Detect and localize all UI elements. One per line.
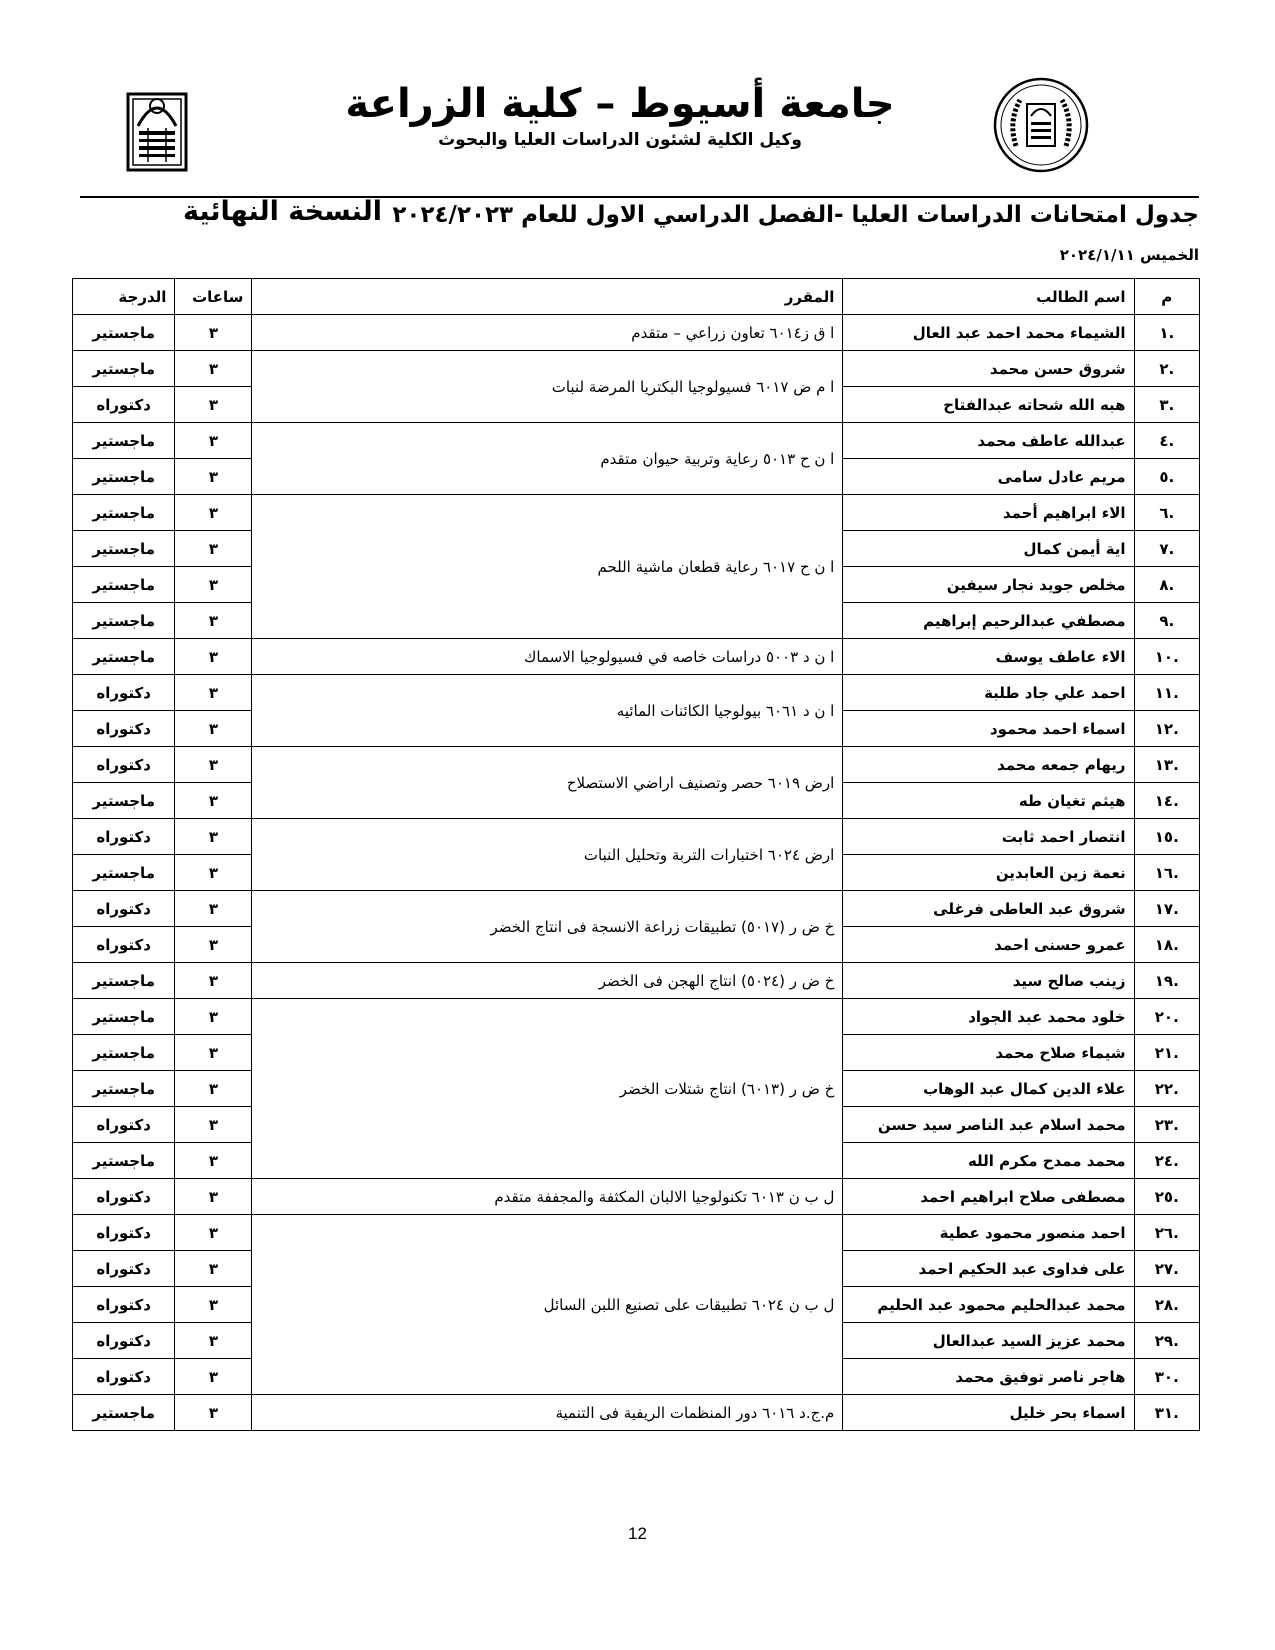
credit-hours: ٣ [175,855,252,891]
degree-level: ماجستير [73,639,175,675]
degree-level: دكتوراه [73,1323,175,1359]
student-name: زينب صالح سيد [843,963,1134,999]
student-name: خلود محمد عبد الجواد [843,999,1134,1035]
row-index: .٤ [1134,423,1199,459]
credit-hours: ٣ [175,531,252,567]
final-copy-label: النسخة النهائية [183,196,383,227]
degree-level: ماجستير [73,1143,175,1179]
student-name: الاء عاطف يوسف [843,639,1134,675]
row-index: .٢٢ [1134,1071,1199,1107]
table-row [73,819,1200,855]
student-name: انتصار احمد ثابت [843,819,1134,855]
student-name: عمرو حسنى احمد [843,927,1134,963]
row-index: .٣ [1134,387,1199,423]
degree-level: دكتوراه [73,1359,175,1395]
row-index: .٢١ [1134,1035,1199,1071]
schedule-title: جدول امتحانات الدراسات العليا -الفصل الدراسي الاول للعام ٢٠٢٤/٢٠٢٣ [392,202,1199,228]
credit-hours: ٣ [175,459,252,495]
table-row [73,495,1200,531]
course-name: ل ب ن ٦٠٢٤ تطبيقات على تصنيع اللبن السائل [252,1215,843,1395]
student-name: شيماء صلاح محمد [843,1035,1134,1071]
credit-hours: ٣ [175,999,252,1035]
credit-hours: ٣ [175,1143,252,1179]
header-hours: ساعات [175,279,252,315]
credit-hours: ٣ [175,567,252,603]
row-index: .٢٥ [1134,1179,1199,1215]
degree-level: دكتوراه [73,675,175,711]
student-name: شروق عبد العاطى فرغلى [843,891,1134,927]
row-index: .١١ [1134,675,1199,711]
student-name: شروق حسن محمد [843,351,1134,387]
student-name: علاء الدين كمال عبد الوهاب [843,1071,1134,1107]
course-name: ا ن د ٦٠٦١ بيولوجيا الكائنات المائيه [252,675,843,747]
credit-hours: ٣ [175,639,252,675]
course-name: خ ض ر (٥٠١٧) تطبيقات زراعة الانسجة فى انتاج الخضر [252,891,843,963]
credit-hours: ٣ [175,1071,252,1107]
row-index: .١٣ [1134,747,1199,783]
degree-level: ماجستير [73,999,175,1035]
table-row [73,315,1200,351]
student-name: مخلص جويد نجار سيفين [843,567,1134,603]
student-name: محمد اسلام عبد الناصر سيد حسن [843,1107,1134,1143]
credit-hours: ٣ [175,603,252,639]
credit-hours: ٣ [175,1179,252,1215]
course-name: خ ض ر (٦٠١٣) انتاج شتلات الخضر [252,999,843,1179]
row-index: .٨ [1134,567,1199,603]
credit-hours: ٣ [175,1287,252,1323]
table-row [73,999,1200,1035]
student-name: محمد عبدالحليم محمود عبد الحليم [843,1287,1134,1323]
row-index: .٩ [1134,603,1199,639]
credit-hours: ٣ [175,495,252,531]
student-name: محمد ممدح مكرم الله [843,1143,1134,1179]
university-title: جامعة أسيوط – كلية الزراعة [345,81,895,127]
student-name: مريم عادل سامى [843,459,1134,495]
degree-level: ماجستير [73,495,175,531]
table-row [73,963,1200,999]
degree-level: ماجستير [73,567,175,603]
row-index: .٦ [1134,495,1199,531]
student-name: محمد عزيز السيد عبدالعال [843,1323,1134,1359]
row-index: .١٢ [1134,711,1199,747]
vice-dean-subtitle: وكيل الكلية لشئون الدراسات العليا والبحوث [438,130,802,150]
credit-hours: ٣ [175,1395,252,1431]
course-name: ا ن د ٥٠٠٣ دراسات خاصه في فسيولوجيا الاسماك [252,639,843,675]
course-name: خ ض ر (٥٠٢٤) انتاج الهجن فى الخضر [252,963,843,999]
page-number: 12 [628,1524,647,1543]
credit-hours: ٣ [175,1251,252,1287]
row-index: .٢٠ [1134,999,1199,1035]
row-index: .١٤ [1134,783,1199,819]
credit-hours: ٣ [175,1215,252,1251]
table-row [73,747,1200,783]
student-name: هاجر ناصر توفيق محمد [843,1359,1134,1395]
credit-hours: ٣ [175,783,252,819]
student-name: ريهام جمعه محمد [843,747,1134,783]
degree-level: دكتوراه [73,1107,175,1143]
table-row [73,1395,1200,1431]
row-index: .٢٩ [1134,1323,1199,1359]
exam-schedule-table [72,278,1200,1431]
credit-hours: ٣ [175,819,252,855]
table-row [73,351,1200,387]
row-index: .١٩ [1134,963,1199,999]
row-index: .١٨ [1134,927,1199,963]
credit-hours: ٣ [175,351,252,387]
student-name: هيثم تغيان طه [843,783,1134,819]
exam-day-date: الخميس ٢٠٢٤/١/١١ [1059,246,1199,264]
degree-level: ماجستير [73,603,175,639]
degree-level: دكتوراه [73,891,175,927]
student-name: اية أيمن كمال [843,531,1134,567]
student-name: احمد منصور محمود عطية [843,1215,1134,1251]
table-row [73,423,1200,459]
degree-level: دكتوراه [73,1179,175,1215]
credit-hours: ٣ [175,1107,252,1143]
row-index: .١٦ [1134,855,1199,891]
degree-level: دكتوراه [73,711,175,747]
student-name: على فداوى عبد الحكيم احمد [843,1251,1134,1287]
student-name: هبه الله شحاته عبدالفتاح [843,387,1134,423]
degree-level: ماجستير [73,1395,175,1431]
row-index: .١٠ [1134,639,1199,675]
credit-hours: ٣ [175,711,252,747]
degree-level: ماجستير [73,531,175,567]
table-row [73,675,1200,711]
credit-hours: ٣ [175,1035,252,1071]
student-name: اسماء بحر خليل [843,1395,1134,1431]
credit-hours: ٣ [175,675,252,711]
degree-level: دكتوراه [73,1287,175,1323]
row-index: .١٧ [1134,891,1199,927]
course-name: م.ج.د ٦٠١٦ دور المنظمات الريفية فى التنمية [252,1395,843,1431]
row-index: .٢٧ [1134,1251,1199,1287]
row-index: .٣١ [1134,1395,1199,1431]
header-index: م [1134,279,1199,315]
row-index: .٣٠ [1134,1359,1199,1395]
credit-hours: ٣ [175,1359,252,1395]
course-name: ا ن ح ٥٠١٣ رعاية وتربية حيوان متقدم [252,423,843,495]
credit-hours: ٣ [175,747,252,783]
faculty-seal [982,76,1100,174]
table-row [73,1215,1200,1251]
degree-level: دكتوراه [73,927,175,963]
degree-level: ماجستير [73,351,175,387]
degree-level: دكتوراه [73,747,175,783]
table-row [73,891,1200,927]
student-name: الاء ابراهيم أحمد [843,495,1134,531]
degree-level: ماجستير [73,963,175,999]
degree-level: ماجستير [73,855,175,891]
row-index: .٢٨ [1134,1287,1199,1323]
row-index: .٢٤ [1134,1143,1199,1179]
degree-level: دكتوراه [73,1215,175,1251]
course-name: ا ق ز٦٠١٤ تعاون زراعي – متقدم [252,315,843,351]
credit-hours: ٣ [175,387,252,423]
row-index: .٥ [1134,459,1199,495]
student-name: اسماء احمد محمود [843,711,1134,747]
row-index: .١٥ [1134,819,1199,855]
degree-level: ماجستير [73,423,175,459]
header-degree: الدرجة [73,279,175,315]
header-student-name: اسم الطالب [843,279,1134,315]
course-name: ا م ض ٦٠١٧ فسيولوجيا البكتريا المرضة لنبات [252,351,843,423]
credit-hours: ٣ [175,927,252,963]
credit-hours: ٣ [175,315,252,351]
credit-hours: ٣ [175,891,252,927]
degree-level: ماجستير [73,783,175,819]
course-name: ا ن ح ٦٠١٧ رعاية قطعان ماشية اللحم [252,495,843,639]
degree-level: ماجستير [73,315,175,351]
row-index: .٢٣ [1134,1107,1199,1143]
table-row [73,639,1200,675]
student-name: الشيماء محمد احمد عبد العال [843,315,1134,351]
row-index: .٢٦ [1134,1215,1199,1251]
student-name: احمد علي جاد طلبة [843,675,1134,711]
degree-level: دكتوراه [73,1251,175,1287]
row-index: .٢ [1134,351,1199,387]
degree-level: ماجستير [73,1035,175,1071]
student-name: مصطفى صلاح ابراهيم احمد [843,1179,1134,1215]
credit-hours: ٣ [175,1323,252,1359]
student-name: عبدالله عاطف محمد [843,423,1134,459]
course-name: ارض ٦٠٢٤ اختبارات التربة وتحليل النبات [252,819,843,891]
header-course: المقرر [252,279,843,315]
student-name: نعمة زين العابدين [843,855,1134,891]
degree-level: دكتوراه [73,387,175,423]
student-name: مصطفي عبدالرحيم إبراهيم [843,603,1134,639]
degree-level: ماجستير [73,459,175,495]
table-row [73,1179,1200,1215]
credit-hours: ٣ [175,423,252,459]
university-logo [98,76,216,174]
credit-hours: ٣ [175,963,252,999]
table-header-row [73,279,1200,315]
course-name: ارض ٦٠١٩ حصر وتصنيف اراضي الاستصلاح [252,747,843,819]
row-index: .٧ [1134,531,1199,567]
degree-level: ماجستير [73,1071,175,1107]
row-index: .١ [1134,315,1199,351]
degree-level: دكتوراه [73,819,175,855]
course-name: ل ب ن ٦٠١٣ تكنولوجيا الالبان المكثفة والمجففة متقدم [252,1179,843,1215]
